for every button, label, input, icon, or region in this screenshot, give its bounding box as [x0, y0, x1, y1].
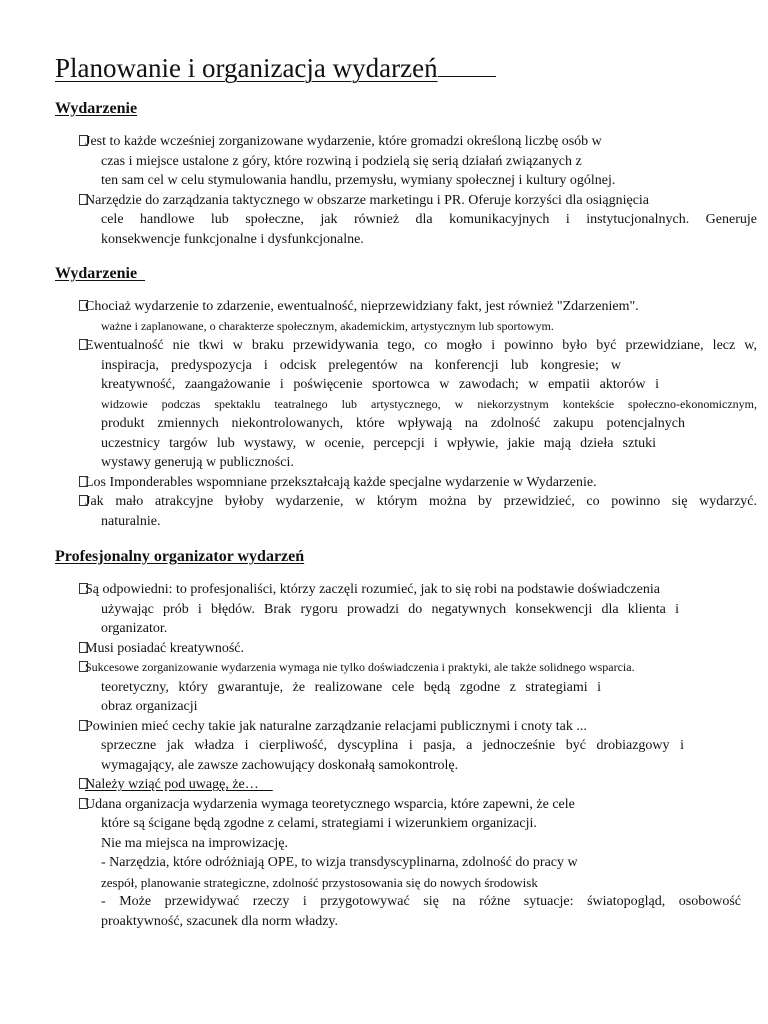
list-item — [55, 473, 757, 493]
text-line: Jak mało atrakcyjne byłoby wydarzenie, w którym można by przewidzieć, co powinno się wydarzyć. — [85, 494, 757, 509]
text-line: ten sam cel w celu stymulowania handlu, przemysłu, wymiany społecznej i kultury ogólnej. — [101, 173, 616, 188]
list-item — [55, 336, 757, 473]
section-wydarzenie-1 — [55, 100, 757, 249]
text-line: - Może przewidywać rzeczy i przygotowywać się na różne sytuacje: światopogląd, osobowość — [101, 894, 741, 909]
section-heading: Profesjonalny organizator wydarzeń — [55, 548, 305, 565]
text-line: cele handlowe lub społeczne, jak również dla komunikacyjnych i instytucjonalnych. Generuje — [101, 212, 757, 227]
list-item — [55, 795, 757, 932]
text-line: wystawy generują w publiczności. — [101, 455, 294, 470]
bullet-box-icon — [79, 476, 88, 487]
section-heading: Wydarzenie — [55, 100, 138, 117]
text-line: Są odpowiedni: to profesjonaliści, którzy zaczęli rozumieć, jak to się robi na podstawie doświadczenia — [85, 582, 660, 597]
bullet-box-icon — [79, 135, 88, 146]
list-item — [55, 132, 757, 191]
text-line: Powinien mieć cechy takie jak naturalne zarządzanie relacjami publicznymi i cnoty tak ... — [85, 718, 587, 734]
bullet-box-icon — [79, 642, 88, 653]
text-line: Należy wziąć pod uwagę, że… — [85, 777, 273, 792]
text-line: Udana organizacja wydarzenia wymaga teoretycznego wsparcia, które zapewni, że cele — [85, 796, 575, 812]
bullet-list — [55, 297, 757, 531]
text-line: Sukcesowe zorganizowanie wydarzenia wymaga nie tylko doświadczenia i praktyki, ale także solidnego wsparcia. — [85, 660, 635, 674]
text-line: wymagający, ale zawsze zachowujący doskonałą samokontrolę. — [101, 757, 459, 773]
bullet-list — [55, 580, 757, 931]
text-line: Jest to każde wcześniej zorganizowane wydarzenie, które gromadzi określoną liczbę osób w — [85, 134, 602, 149]
bullet-box-icon — [79, 778, 88, 789]
list-item — [55, 775, 757, 795]
text-line: Nie ma miejsca na improwizację. — [101, 835, 288, 851]
text-line: konsekwencje funkcjonalne i dysfunkcjonalne. — [101, 231, 364, 247]
bullet-list — [55, 132, 757, 249]
list-item — [55, 639, 757, 659]
list-item — [55, 492, 757, 531]
bullet-box-icon — [79, 583, 88, 594]
section-heading: Wydarzenie — [55, 265, 146, 282]
bullet-box-icon — [79, 194, 88, 205]
document-title — [55, 52, 496, 84]
bullet-box-icon — [79, 661, 88, 672]
text-line: teoretyczny, który gwarantuje, że realizowane cele będą zgodne z strategiami i — [101, 679, 601, 695]
section-wydarzenie-2 — [55, 265, 757, 531]
text-line: Chociaż wydarzenie to zdarzenie, ewentualność, nieprzewidziany fakt, jest również "Zdarzeniem". — [85, 299, 639, 314]
text-line: produkt zmiennych niekontrolowanych, które wpływają na zdolność zakupu potencjalnych — [101, 416, 685, 431]
text-line: zespół, planowanie strategiczne, zdolność przystosowania się do nowych środowisk — [101, 874, 538, 890]
text-line: Ewentualność nie tkwi w braku przewidywania tego, co mogło i powinno było być przewidziane, lecz w, — [85, 338, 757, 353]
text-line: proaktywność, szacunek dla norm władzy. — [101, 913, 339, 929]
list-item — [55, 658, 757, 717]
text-line: czas i miejsce ustalone z góry, które rozwiną i podzielą się serią działań związanych z — [101, 153, 582, 169]
text-line: które są ścigane będą zgodne z celami, strategiami i wizerunkiem organizacji. — [101, 816, 537, 831]
bullet-box-icon — [79, 300, 88, 311]
section-profesjonalny-organizator — [55, 548, 757, 931]
text-line: ważne i zaplanowane, o charakterze społecznym, akademickim, artystycznym lub sportowym. — [101, 318, 554, 333]
text-line: widzowie podczas spektaklu teatralnego lub artystycznego, w niekorzystnym kontekście społeczno-ekonomicznym, — [101, 396, 757, 411]
text-line: używając prób i błędów. Brak rygoru prowadzi do negatywnych konsekwencji dla klienta i — [101, 601, 679, 617]
bullet-box-icon — [79, 720, 88, 731]
bullet-box-icon — [79, 339, 88, 350]
document-title-text: Planowanie i organizacja wydarzeń — [55, 53, 438, 83]
text-line: - Narzędzia, które odróżniają OPE, to wizja transdyscyplinarna, zdolność do pracy w — [101, 855, 578, 870]
text-line: uczestnicy targów lub wystawy, w ocenie, percepcji i wpływie, jakie mają dzieła sztuki — [101, 435, 656, 451]
bullet-box-icon — [79, 798, 88, 809]
list-item — [55, 580, 757, 639]
text-line: naturalnie. — [101, 513, 161, 529]
text-line: obraz organizacji — [101, 699, 198, 714]
text-line: Musi posiadać kreatywność. — [85, 640, 245, 656]
text-line: kreatywność, zaangażowanie i poświęcenie sportowca w zawodach; w empatii aktorów i — [101, 377, 659, 392]
list-item — [55, 717, 757, 776]
list-item — [55, 191, 757, 250]
title-underline-tail — [438, 75, 496, 77]
text-line: Narzędzie do zarządzania taktycznego w obszarze marketingu i PR. Oferuje korzyści dla osiągnięcia — [85, 192, 650, 208]
text-line: inspiracja, predyspozycja i odcisk prelegentów na konferencji lub kongresie; w — [101, 357, 621, 373]
text-line: organizator. — [101, 621, 168, 636]
bullet-box-icon — [79, 495, 88, 506]
text-line: Los Imponderables wspomniane przekształcają każde specjalne wydarzenie w Wydarzenie. — [85, 474, 597, 490]
list-item — [55, 297, 757, 336]
text-line: sprzeczne jak władza i cierpliwość, dyscyplina i pasja, a jednocześnie być drobiazgowy i — [101, 738, 684, 753]
